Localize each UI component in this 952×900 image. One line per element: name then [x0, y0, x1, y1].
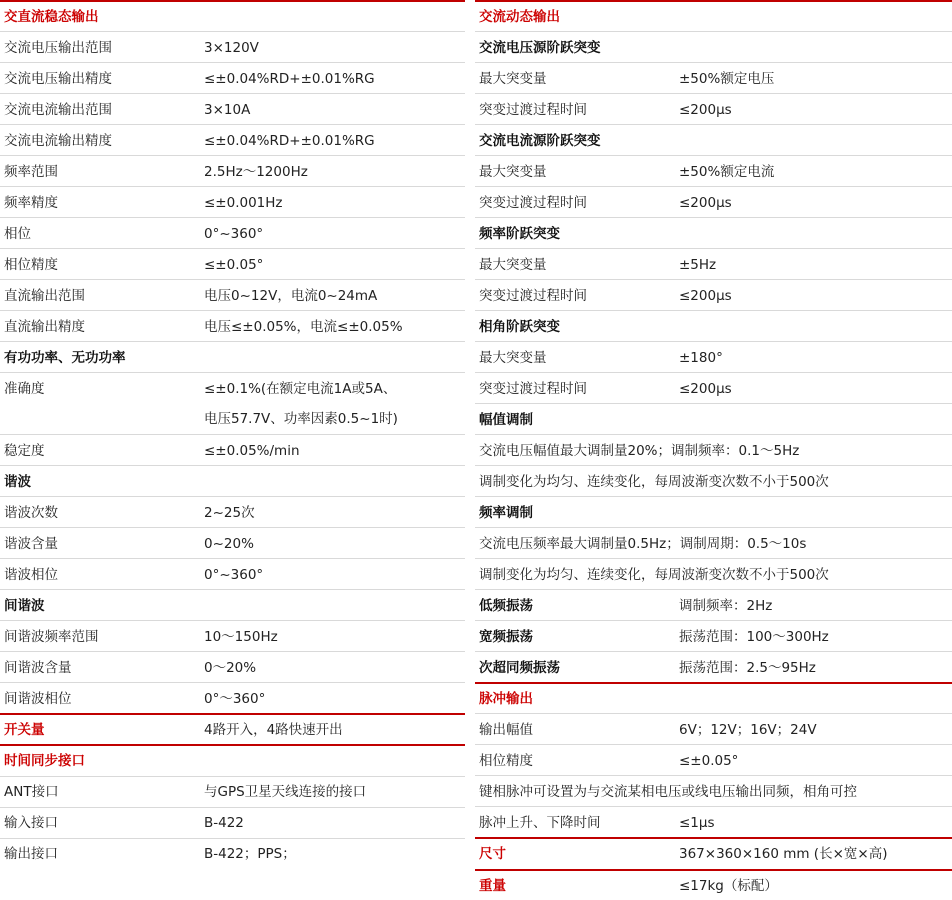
row-label: 稳定度 — [4, 442, 45, 459]
table-row — [0, 155, 465, 186]
table-row — [0, 403, 465, 434]
table-row — [0, 496, 465, 527]
row-label: 直流输出精度 — [4, 318, 85, 335]
row-label: 谐波次数 — [4, 504, 58, 521]
row-label: 最大突变量 — [479, 70, 547, 87]
row-label: 相位 — [4, 225, 31, 242]
row-label: 间谐波相位 — [4, 690, 72, 707]
row-label: 最大突变量 — [479, 163, 547, 180]
row-value — [675, 218, 952, 248]
column-divider — [465, 0, 475, 900]
row-value: 3×120V — [204, 39, 259, 56]
table-row — [0, 217, 465, 248]
row-value: 0°～360° — [204, 690, 266, 707]
table-row — [475, 527, 952, 558]
row-value — [675, 125, 952, 155]
row-label: 突变过渡过程时间 — [479, 194, 587, 211]
table-row — [0, 776, 465, 807]
row-label: 频率精度 — [4, 194, 58, 211]
row-value: ±50%额定电流 — [679, 163, 775, 180]
row-note: 交流电压幅值最大调制量20%；调制频率：0.1～5Hz — [479, 442, 800, 459]
table-row — [0, 651, 465, 682]
table-row — [475, 558, 952, 589]
row-value: ≤±0.04%RD+±0.01%RG — [204, 70, 375, 87]
right-column — [475, 0, 952, 900]
row-value: ±180° — [679, 349, 723, 366]
table-row — [475, 279, 952, 310]
row-label: 输入接口 — [4, 815, 58, 832]
row-label: 最大突变量 — [479, 349, 547, 366]
table-row — [475, 341, 952, 372]
row-value: 与GPS卫星天线连接的接口 — [204, 784, 367, 801]
table-row — [0, 838, 465, 869]
row-value — [200, 342, 465, 372]
table-row — [0, 807, 465, 838]
table-row — [475, 869, 952, 900]
table-row — [475, 775, 952, 806]
row-label: 间谐波 — [4, 597, 45, 614]
row-value: ≤200μs — [679, 194, 732, 211]
row-label: 相位精度 — [479, 752, 533, 769]
table-row — [0, 31, 465, 62]
row-value: ≤±0.05%/min — [204, 442, 300, 459]
row-value: 电压≤±0.05%，电流≤±0.05% — [204, 318, 403, 335]
row-label: 时间同步接口 — [4, 753, 85, 770]
row-value: 10～150Hz — [204, 628, 278, 645]
table-row — [0, 465, 465, 496]
table-row — [475, 31, 952, 62]
row-value: ≤17kg（标配） — [679, 877, 778, 894]
table-row — [0, 372, 465, 403]
table-row — [475, 434, 952, 465]
row-label: 次超同频振荡 — [479, 659, 560, 676]
row-note: 键相脉冲可设置为与交流某相电压或线电压输出同频，相角可控 — [479, 783, 857, 800]
row-label — [0, 403, 200, 434]
table-row — [475, 310, 952, 341]
row-label: 交流电压输出范围 — [4, 39, 112, 56]
table-row — [475, 62, 952, 93]
table-row — [475, 93, 952, 124]
table-row — [475, 496, 952, 527]
row-label: 相角阶跃突变 — [479, 318, 560, 335]
table-row — [0, 124, 465, 155]
table-row — [475, 806, 952, 837]
row-value: ≤±0.001Hz — [204, 194, 283, 211]
row-value: 电压0~12V，电流0~24mA — [204, 287, 378, 304]
row-label: 突变过渡过程时间 — [479, 380, 587, 397]
row-label: 低频振荡 — [479, 597, 533, 614]
row-label: 幅值调制 — [479, 411, 533, 428]
table-row — [0, 527, 465, 558]
row-value: ≤±0.04%RD+±0.01%RG — [204, 132, 375, 149]
row-label: 输出接口 — [4, 846, 58, 863]
table-row — [475, 372, 952, 403]
right-header-row — [475, 0, 952, 31]
row-value — [675, 311, 952, 341]
row-label: 交流电压输出精度 — [4, 70, 112, 87]
row-value: ±50%额定电压 — [679, 70, 775, 87]
table-row — [0, 62, 465, 93]
row-value — [675, 684, 952, 713]
row-label: 有功功率、无功功率 — [4, 349, 126, 366]
row-label: 脉冲上升、下降时间 — [479, 814, 601, 831]
row-value: ±5Hz — [679, 256, 717, 273]
right-section-header: 交流动态输出 — [479, 9, 560, 25]
table-row — [475, 403, 952, 434]
row-value: 2.5Hz～1200Hz — [204, 163, 308, 180]
table-row — [0, 248, 465, 279]
row-label: 突变过渡过程时间 — [479, 101, 587, 118]
table-row — [0, 589, 465, 620]
row-label: 谐波相位 — [4, 566, 58, 583]
table-row — [0, 620, 465, 651]
table-row — [475, 682, 952, 713]
table-row — [475, 589, 952, 620]
table-row — [475, 186, 952, 217]
row-label: 输出幅值 — [479, 721, 533, 738]
row-label: 宽频振荡 — [479, 628, 533, 645]
row-value: 振荡范围：2.5～95Hz — [679, 659, 816, 676]
row-value: 振荡范围：100～300Hz — [679, 628, 829, 645]
table-row — [0, 310, 465, 341]
table-row — [475, 155, 952, 186]
row-label: 间谐波频率范围 — [4, 628, 99, 645]
row-value: ≤±0.1%(在额定电流1A或5A、 — [204, 380, 397, 397]
row-label: 交流电流输出精度 — [4, 132, 112, 149]
table-row — [475, 248, 952, 279]
table-row — [475, 837, 952, 868]
row-value: 3×10A — [204, 101, 251, 118]
table-row — [475, 713, 952, 744]
row-label: 交流电压源阶跃突变 — [479, 39, 601, 56]
row-value: 0～20% — [204, 659, 257, 676]
table-row — [0, 682, 465, 713]
table-row — [475, 217, 952, 248]
table-row — [0, 434, 465, 465]
row-label: 开关量 — [4, 722, 45, 739]
row-label: 最大突变量 — [479, 256, 547, 273]
table-row — [475, 465, 952, 496]
row-value: ≤200μs — [679, 101, 732, 118]
table-row — [0, 713, 465, 744]
row-label: 谐波含量 — [4, 535, 58, 552]
table-row — [475, 744, 952, 775]
row-value: 电压57.7V、功率因素0.5~1时) — [204, 411, 398, 428]
row-value: 2~25次 — [204, 504, 255, 521]
row-label: 重量 — [479, 877, 506, 894]
row-label: 谐波 — [4, 473, 31, 490]
row-label: 频率阶跃突变 — [479, 225, 560, 242]
row-value — [200, 466, 465, 496]
row-label: 脉冲输出 — [479, 691, 533, 708]
row-value: ≤200μs — [679, 380, 732, 397]
row-value: 6V；12V；16V；24V — [679, 721, 817, 738]
row-value: 0~20% — [204, 535, 254, 552]
row-value: 0°~360° — [204, 225, 264, 242]
row-value: 367×360×160 mm (长×宽×高) — [679, 846, 888, 863]
row-value: B-422；PPS； — [204, 846, 296, 863]
table-row — [0, 744, 465, 775]
row-value: ≤200μs — [679, 287, 732, 304]
left-header-row — [0, 0, 465, 31]
left-column — [0, 0, 465, 900]
row-label: ANT接口 — [4, 784, 59, 801]
row-note: 调制变化为均匀、连续变化，每周波渐变次数不小于500次 — [479, 473, 829, 490]
row-label: 准确度 — [4, 380, 45, 397]
row-value: 0°~360° — [204, 566, 264, 583]
row-label: 相位精度 — [4, 256, 58, 273]
row-value: 4路开入，4路快速开出 — [204, 722, 343, 739]
row-value — [200, 590, 465, 620]
row-label: 频率范围 — [4, 163, 58, 180]
row-note: 交流电压频率最大调制量0.5Hz；调制周期：0.5～10s — [479, 535, 807, 552]
table-row — [475, 620, 952, 651]
table-row — [0, 558, 465, 589]
row-value: ≤±0.05° — [679, 752, 739, 769]
row-label: 突变过渡过程时间 — [479, 287, 587, 304]
row-value — [675, 404, 952, 434]
row-value — [675, 32, 952, 62]
row-value — [675, 497, 952, 527]
row-label: 频率调制 — [479, 504, 533, 521]
table-row — [0, 279, 465, 310]
row-value: 调制频率：2Hz — [679, 597, 773, 614]
row-value: B-422 — [204, 815, 244, 832]
row-label: 交流电流输出范围 — [4, 101, 112, 118]
row-value — [200, 746, 465, 775]
table-row — [0, 93, 465, 124]
table-row — [475, 651, 952, 682]
row-label: 尺寸 — [479, 846, 506, 863]
row-note: 调制变化为均匀、连续变化，每周波渐变次数不小于500次 — [479, 566, 829, 583]
row-value: ≤1μs — [679, 814, 715, 831]
row-label: 间谐波含量 — [4, 659, 72, 676]
table-row — [0, 341, 465, 372]
row-label: 直流输出范围 — [4, 287, 85, 304]
table-row — [0, 186, 465, 217]
left-section-header: 交直流稳态输出 — [4, 9, 99, 25]
table-row — [475, 124, 952, 155]
row-label: 交流电流源阶跃突变 — [479, 132, 601, 149]
row-value: ≤±0.05° — [204, 256, 264, 273]
